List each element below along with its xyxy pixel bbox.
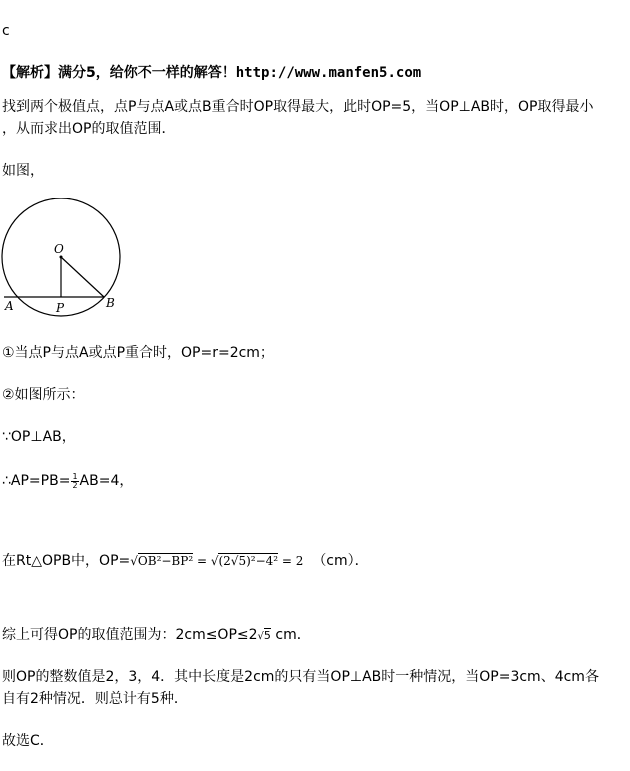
answer-letter: c	[2, 23, 10, 39]
circle-figure	[0, 198, 130, 324]
therefore-line	[2, 472, 133, 490]
case-1-text: ①当点P与点A或点P重合时，OP=r=2cm；	[2, 345, 274, 361]
integers-line-1: 则OP的整数值是2，3，4．其中长度是2cm的只有当OP⊥AB时一种情况，当OP=3cm、4cm各	[2, 669, 599, 685]
label-p: P	[56, 301, 65, 315]
summary-suffix: cm．	[270, 627, 311, 643]
because-text: ∵OP⊥AB，	[2, 429, 76, 445]
analysis-line-1: 找到两个极值点，点P与点A或点B重合时OP取得最大，此时OP=5，当OP⊥AB时，OP取得最小	[2, 99, 594, 115]
radicand-1: OB²−BP²	[137, 554, 194, 568]
analysis-header-url[interactable]: http://www.manfen5.com	[235, 65, 422, 81]
analysis-header-label: 【解析】满分5，给你不一样的解答！	[2, 65, 236, 81]
summary-prefix: 综上可得OP的取值范围为：2cm≤OP≤2	[2, 627, 258, 643]
summary-line	[2, 626, 311, 646]
summary-radicand: 5	[263, 629, 271, 642]
segment-ob	[61, 257, 104, 297]
rt-equals: =	[193, 554, 211, 568]
fraction-numerator: 1	[72, 471, 78, 481]
analysis-line-2: ，从而求出OP的取值范围．	[2, 121, 176, 137]
rt-result: = 2	[278, 554, 304, 568]
fraction-denominator: 2	[72, 480, 78, 490]
rt-prefix: 在Rt△OPB中，OP=	[2, 553, 131, 569]
integers-line-2: 自有2种情况．则总计有5种．	[2, 691, 188, 707]
half-fraction	[71, 473, 78, 490]
radicand-2: (2√5)²−4²	[218, 554, 279, 568]
analysis-header	[2, 64, 421, 82]
sqrt-sign-2: √	[210, 554, 219, 568]
label-o: O	[54, 242, 64, 256]
label-b: B	[106, 296, 115, 310]
case-2-text: ②如图所示：	[2, 387, 85, 403]
sqrt-sign-1: √	[130, 554, 138, 568]
therefore-suffix: AB=4，	[79, 473, 134, 489]
therefore-prefix: ∴AP=PB=	[2, 473, 71, 489]
as-figure-text: 如图，	[2, 163, 44, 179]
rt-unit: （cm）．	[312, 553, 369, 569]
summary-sqrt: √	[257, 631, 264, 642]
rt-triangle-line	[2, 552, 369, 570]
label-a: A	[5, 299, 14, 313]
conclusion-text: 故选C．	[2, 733, 54, 749]
